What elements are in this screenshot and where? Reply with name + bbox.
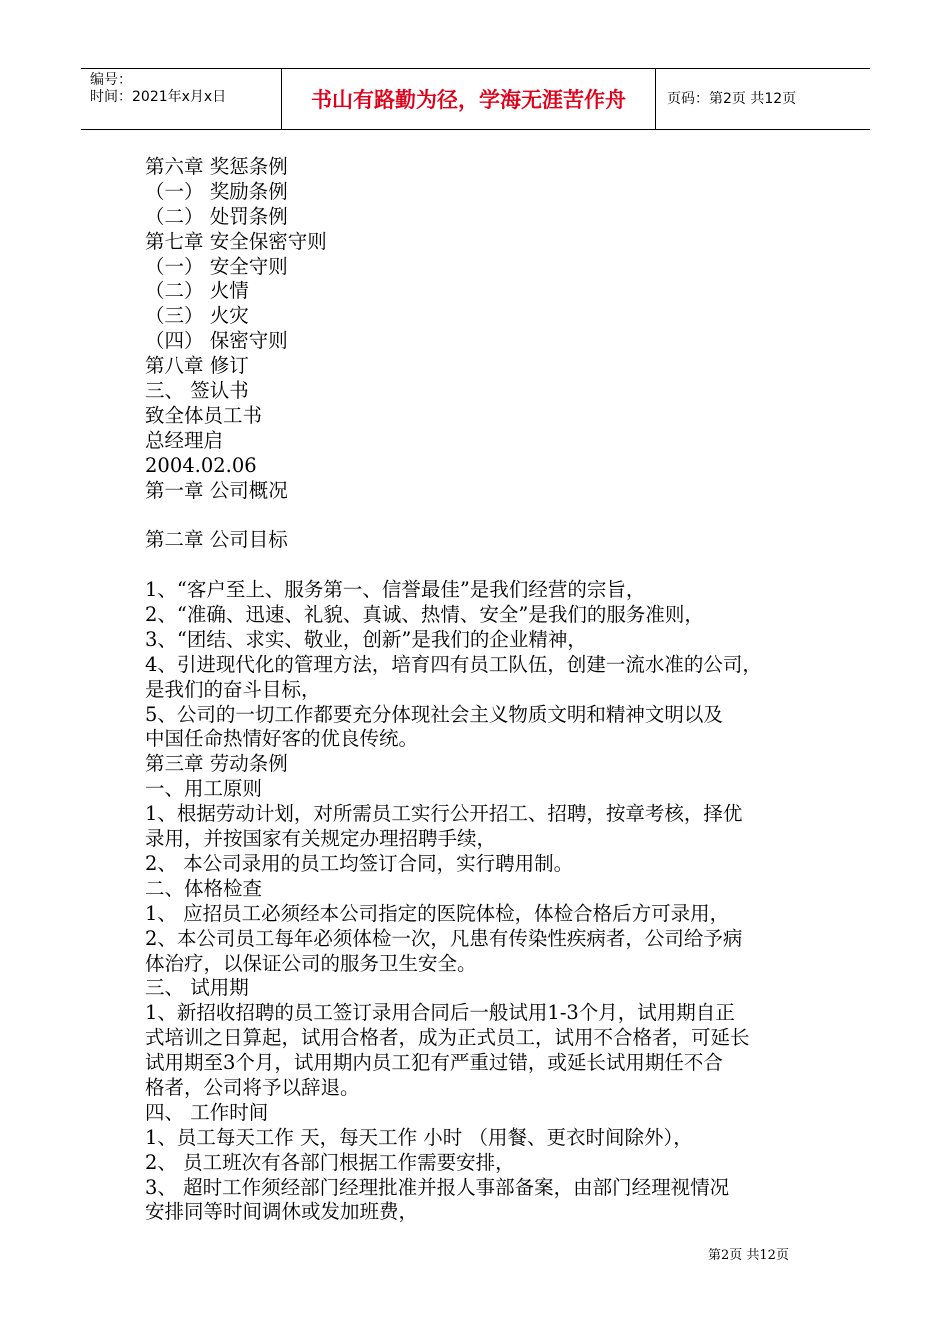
text-line: 2004.02.06 [145, 453, 257, 477]
text-line: 四、 工作时间 [145, 1100, 269, 1124]
page-header [81, 68, 870, 130]
text-line: 二、体格检查 [145, 876, 263, 900]
text-line: 2、本公司员工每年必须体检一次，凡患有传染性疾病者，公司给予病 [145, 926, 743, 950]
text-line: （二） 火情 [145, 279, 249, 303]
text-line: 试用期至3个月，试用期内员工犯有严重过错，或延长试用期任不合 [145, 1051, 723, 1075]
text-line: 3、“团结、求实、敬业，创新”是我们的企业精神， [145, 627, 587, 651]
header-motto: 书山有路勤为径，学海无涯苦作舟 [311, 88, 626, 112]
text-line: 第三章 劳动条例 [145, 752, 288, 776]
text-line: 第六章 奖惩条例 [145, 155, 288, 178]
text-line: 第一章 公司概况 [145, 478, 288, 502]
blank-line [145, 553, 815, 578]
text-line: 录用，并按国家有关规定办理招聘手续， [145, 827, 497, 851]
text-line: 是我们的奋斗目标， [145, 677, 321, 701]
text-line: 3、 超时工作须经部门经理批准并报人事部备案，由部门经理视情况 [145, 1175, 730, 1199]
header-right-cell [656, 69, 870, 129]
blank-line [145, 503, 815, 528]
text-line: （一） 安全守则 [145, 254, 288, 278]
text-line: （一） 奖励条例 [145, 179, 288, 203]
text-line: 第二章 公司目标 [145, 528, 288, 552]
text-line: （二） 处罚条例 [145, 204, 288, 228]
text-line: 1、“客户至上、服务第一、信誉最佳”是我们经营的宗旨， [145, 578, 646, 602]
text-line: （三） 火灾 [145, 304, 249, 328]
text-line: 三、 试用期 [145, 976, 249, 1000]
text-line: 中国任命热情好客的优良传统。 [145, 727, 419, 751]
text-line: 总经理启 [145, 428, 224, 452]
text-line: 5、公司的一切工作都要充分体现社会主义物质文明和精神文明以及 [145, 702, 723, 726]
document-time-label: 时间：2021年x月x日 [90, 89, 227, 105]
text-line: 第七章 安全保密守则 [145, 229, 327, 253]
text-line: 安排同等时间调休或发加班费， [145, 1200, 419, 1224]
document-body [145, 155, 815, 1225]
text-line: 2、 本公司录用的员工均签订合同，实行聘用制。 [145, 851, 574, 875]
text-line: 2、“准确、迅速、礼貌、真诚、热情、安全”是我们的服务准则， [145, 603, 704, 627]
text-line: （四） 保密守则 [145, 329, 288, 353]
text-line: 1、员工每天工作 天，每天工作 小时 （用餐、更衣时间除外）， [145, 1125, 693, 1149]
text-line: 式培训之日算起，试用合格者，成为正式员工，试用不合格者，可延长 [145, 1026, 750, 1050]
text-line: 1、 应招员工必须经本公司指定的医院体检，体检合格后方可录用， [145, 901, 730, 925]
text-line: 第八章 修订 [145, 354, 249, 378]
header-page-info: 页码：第2页 共12页 [667, 91, 797, 107]
text-line: 4、引进现代化的管理方法，培育四有员工队伍，创建一流水准的公司， [145, 652, 762, 676]
text-line: 1、新招收招聘的员工签订录用合同后一般试用1-3个月，试用期自正 [145, 1001, 735, 1025]
document-number-label: 编号： [90, 72, 132, 88]
text-line: 三、 签认书 [145, 379, 249, 403]
text-line: 2、 员工班次有各部门根据工作需要安排， [145, 1150, 515, 1174]
text-line: 致全体员工书 [145, 403, 263, 427]
text-line: 1、根据劳动计划，对所需员工实行公开招工、招聘，按章考核，择优 [145, 802, 743, 826]
text-line: 格者，公司将予以辞退。 [145, 1075, 360, 1099]
text-line: 体治疗，以保证公司的服务卫生安全。 [145, 951, 477, 975]
text-line: 一、用工原则 [145, 777, 263, 801]
page-footer-number: 第2页 共12页 [708, 1248, 789, 1263]
header-left-cell [81, 69, 282, 129]
header-middle-cell [282, 69, 656, 129]
